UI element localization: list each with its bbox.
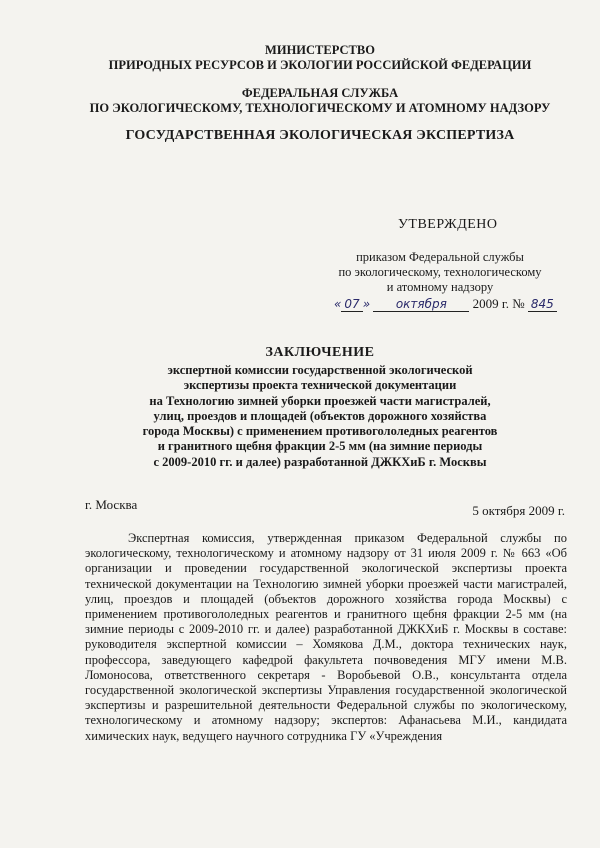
approval-order	[300, 250, 580, 295]
approval-date-line	[334, 296, 557, 312]
date-day: 07	[341, 297, 362, 312]
document-date: 5 октября 2009 г.	[472, 503, 565, 518]
subtitle-line: экспертной комиссии государственной экологической	[167, 363, 473, 377]
order-number: 845	[528, 297, 557, 312]
subtitle-line: и гранитного щебня фракции 2-5 мм (на зимние периоды	[157, 439, 483, 454]
service-line-1: ФЕДЕРАЛЬНАЯ СЛУЖБА	[241, 86, 399, 100]
body-paragraph: Экспертная комиссия, утвержденная приказом Федеральной службы по экологическому, технологическому и атомному надзору от 31 июля 2009 г. № 663 «Об организации и проведении государственной экологической экспертизы проекта технической документации на Технологию зимней уборки проезжей части магистралей, улиц, проездов и площадей (объектов дорожного хозяйства города Москвы) с применением противогололедных реагентов и гранитного щебня фракции 2-5 мм (на зимние периоды с 2009-2010 гг. и далее) разработанной ДЖКХиБ г. Москвы в составе: руководителя экспертной комиссии – Хомякова Д.М., доктора технических наук, профессора, заведующего кафедрой факультета почвоведения МГУ имени М.В. Ломоносова, ответственного секретаря - Воробьевой О.В., консультанта отдела государственной экологической экспертизы Управления государственной экологической экспертизы и разрешительной деятельности Федеральной службы по экологическому, технологическому и атомному надзору; экспертов: Афанасьева М.И., кандидата химических наук, ведущего научного сотрудника ГУ «Учреждения	[85, 531, 567, 743]
subtitle-line: на Технологию зимней уборки проезжей части магистралей,	[149, 393, 491, 408]
subtitle-line: города Москвы) с применением противогололедных реагентов	[142, 424, 498, 439]
order-line-2: по экологическому, технологическому	[338, 265, 542, 279]
ministry-line-2: ПРИРОДНЫХ РЕСУРСОВ И ЭКОЛОГИИ РОССИЙСКОЙ ФЕДЕРАЦИИ	[108, 58, 532, 72]
approval-label: УТВЕРЖДЕНО	[398, 217, 498, 232]
service-header	[40, 86, 600, 116]
service-line-2: ПО ЭКОЛОГИЧЕСКОМУ, ТЕХНОЛОГИЧЕСКОМУ И АТОМНОМУ НАДЗОРУ	[89, 101, 551, 115]
date-month: октября	[373, 297, 469, 312]
ministry-line-1: МИНИСТЕРСТВО	[265, 43, 375, 57]
subtitle-line: с 2009-2010 гг. и далее) разработанной ДЖКХиБ г. Москвы	[153, 454, 487, 469]
conclusion-subtitle	[90, 363, 550, 470]
expertise-header: ГОСУДАРСТВЕННАЯ ЭКОЛОГИЧЕСКАЯ ЭКСПЕРТИЗА	[125, 128, 515, 143]
ministry-header	[40, 43, 600, 73]
date-quote-open: «	[334, 297, 342, 311]
subtitle-line: экспертизы проекта технической документации	[183, 378, 457, 393]
order-line-3: и атомному надзору	[386, 280, 494, 294]
place-of-issue: г. Москва	[85, 497, 138, 512]
subtitle-line: улиц, проездов и площадей (объектов дорожного хозяйства	[153, 408, 487, 423]
order-line-1: приказом Федеральной службы	[356, 250, 524, 264]
body-text	[85, 531, 567, 744]
date-year: 2009 г. №	[472, 296, 525, 311]
conclusion-title: ЗАКЛЮЧЕНИЕ	[265, 345, 375, 360]
date-quote-close: »	[362, 297, 371, 311]
